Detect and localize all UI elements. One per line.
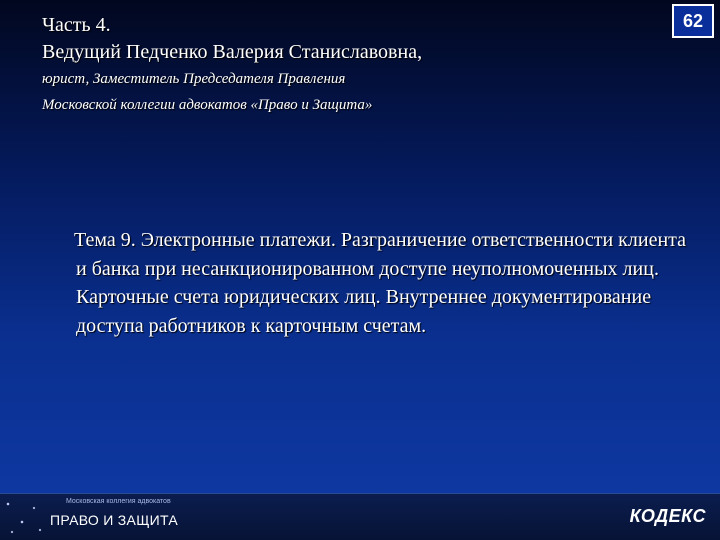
part-title: Часть 4. [42,14,111,36]
footer-stars-decoration [0,494,48,540]
page-number-badge: 62 [672,4,714,38]
slide-header [42,12,662,118]
lecturer-role-line1: юрист, Заместитель Председателя Правления [42,71,346,87]
lecturer-role-line2: Московской коллегии адвокатов «Право и Защита» [42,97,373,113]
kodeks-logo: КОДЕКС [629,506,706,526]
lecturer-name: Ведущий Педченко Валерия Станиславовна, [42,41,423,63]
footer-logo-title: ПРАВО И ЗАЩИТА [50,512,179,528]
footer-logo-subtitle: Московская коллегия адвокатов [66,498,171,505]
footer-bar [0,493,720,540]
topic-text: Тема 9. Электронные платежи. Разграничение ответственности клиента и банка при несанкционированном доступе неуполномоченных лиц. Карточные счета юридических лиц. Внутреннее документирование доступа работников к карточным счетам. [74,229,687,337]
